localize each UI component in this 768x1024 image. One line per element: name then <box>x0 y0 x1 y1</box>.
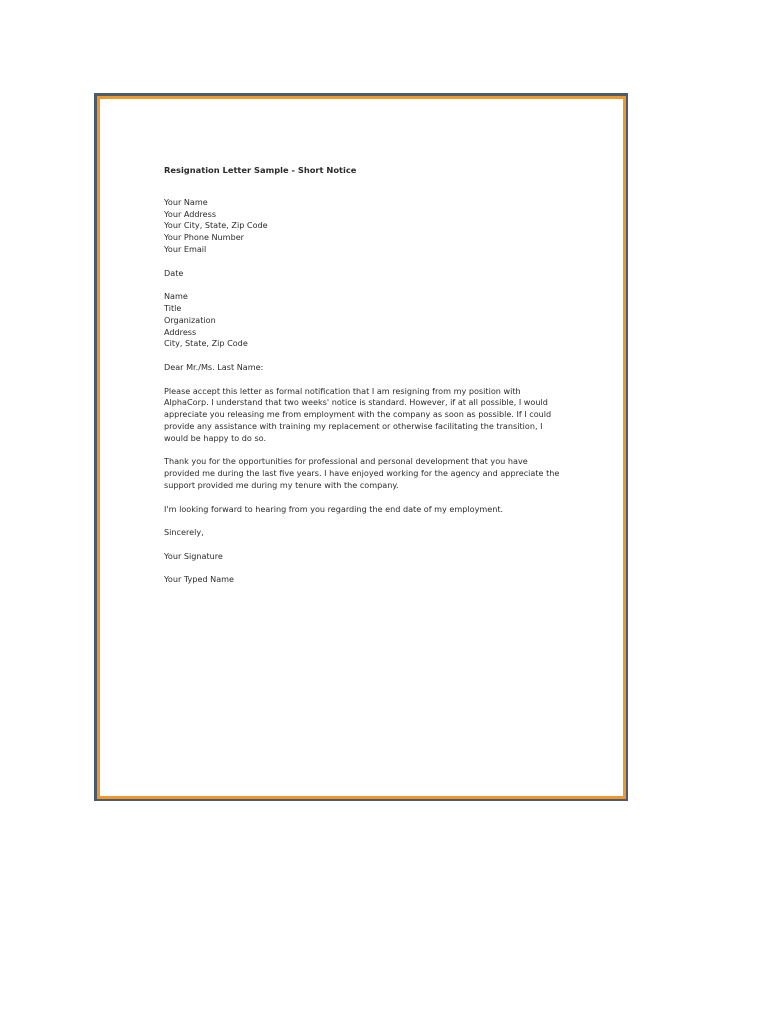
recipient-title: Title <box>164 302 182 313</box>
salutation: Dear Mr./Ms. Last Name: <box>164 361 264 372</box>
page-border <box>97 96 626 799</box>
typed-name: Your Typed Name <box>164 574 235 585</box>
recipient-organization: Organization <box>164 314 216 325</box>
paragraph-line: provide any assistance with training my replacement or otherwise facilitating the transition, I <box>164 420 543 431</box>
sender-city-state-zip: Your City, State, Zip Code <box>164 220 268 231</box>
sender-phone: Your Phone Number <box>164 232 245 243</box>
recipient-name: Name <box>164 291 188 302</box>
letter-title: Resignation Letter Sample - Short Notice <box>164 165 357 175</box>
sender-name: Your Name <box>164 196 208 207</box>
body-paragraph-2 <box>164 456 584 491</box>
paragraph-line: AlphaCorp. I understand that two weeks' notice is standard. However, if at all possible, I would <box>164 397 548 408</box>
paragraph-line: provided me during the last five years. I have enjoyed working for the agency and appreciate the <box>164 468 560 479</box>
paragraph-line: would be happy to do so. <box>164 432 267 443</box>
paragraph-line: support provided me during my tenure with the company. <box>164 479 399 490</box>
closing: Sincerely, <box>164 527 204 538</box>
sender-address-block <box>164 197 584 256</box>
paragraph-line: Please accept this letter as formal notification that I am resigning from my position with <box>164 385 521 396</box>
document-page <box>94 93 628 801</box>
recipient-address-block <box>164 291 584 350</box>
sender-address: Your Address <box>164 208 217 219</box>
paragraph-line: Thank you for the opportunities for professional and personal development that you have <box>164 456 528 467</box>
paragraph-line: appreciate you releasing me from employment with the company as soon as possible. If I could <box>164 409 552 420</box>
recipient-city-state-zip: City, State, Zip Code <box>164 338 248 349</box>
body-paragraph-3: I'm looking forward to hearing from you regarding the end date of my employment. <box>164 503 504 514</box>
signature: Your Signature <box>164 550 223 561</box>
body-paragraph-1 <box>164 386 584 445</box>
sender-email: Your Email <box>164 243 207 254</box>
recipient-address: Address <box>164 326 197 337</box>
resignation-letter <box>164 165 584 598</box>
letter-date: Date <box>164 267 184 278</box>
